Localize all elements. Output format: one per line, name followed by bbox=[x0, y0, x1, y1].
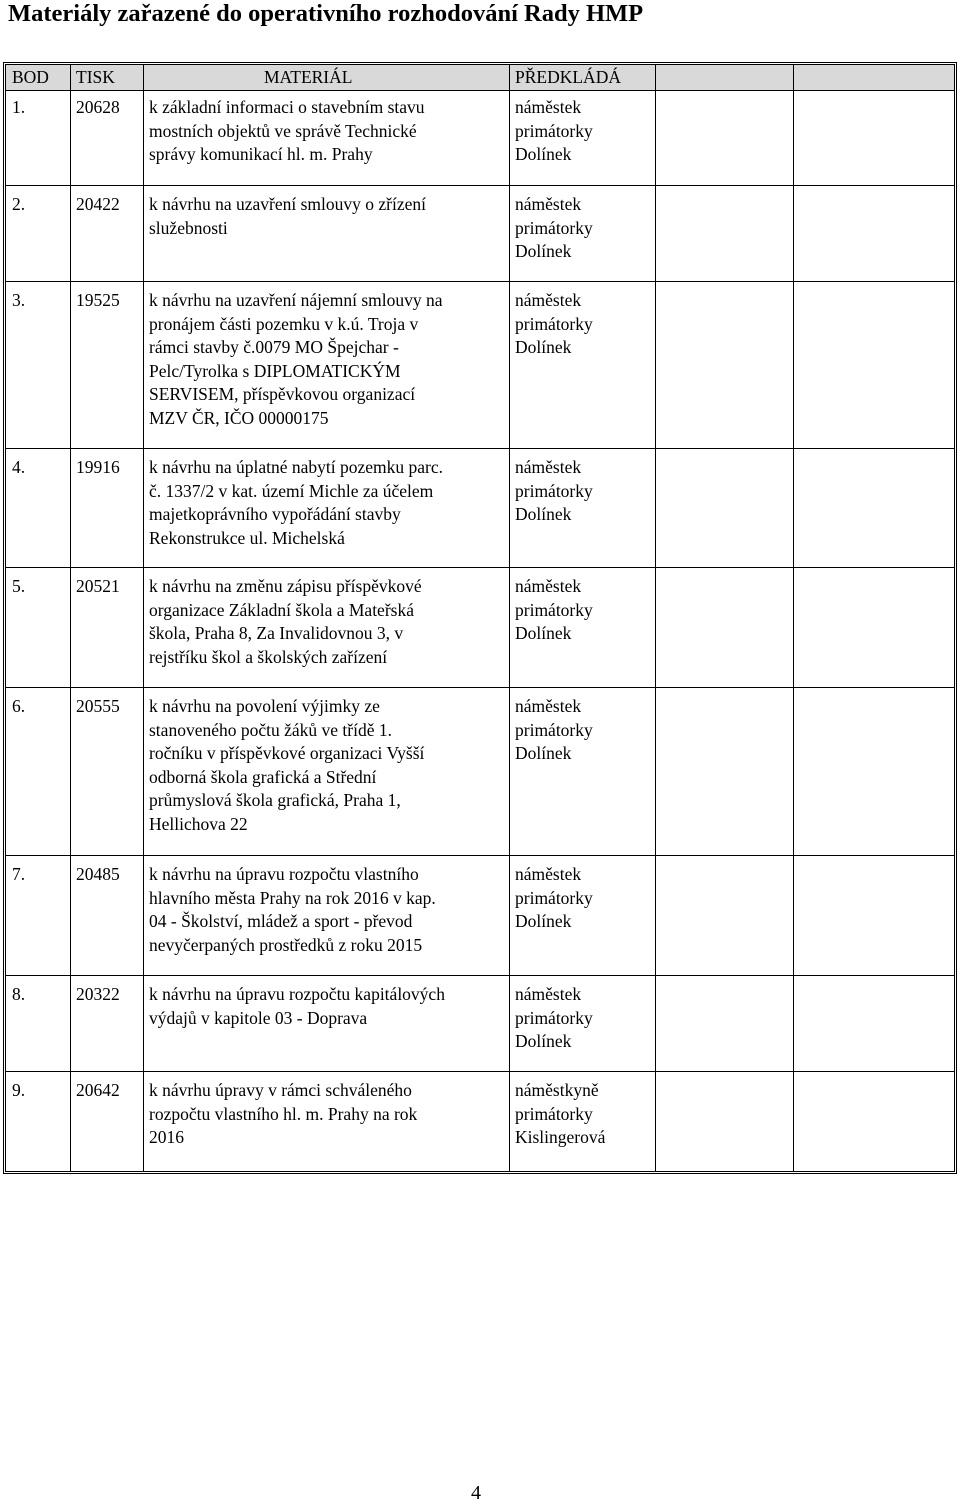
material-line: SERVISEM, příspěvkovou organizací bbox=[149, 384, 416, 405]
row-material bbox=[149, 863, 509, 957]
material-line: rámci stavby č.0079 MO Špejchar - bbox=[149, 337, 399, 358]
predklada-line: primátorky bbox=[515, 120, 593, 141]
row-bod: 2. bbox=[12, 194, 26, 214]
row-divider bbox=[6, 687, 954, 688]
material-line: 2016 bbox=[149, 1127, 184, 1148]
predklada-line: Dolínek bbox=[515, 337, 572, 358]
material-line: k návrhu na úpravu rozpočtu vlastního bbox=[149, 864, 419, 884]
predklada-line: náměstek bbox=[515, 457, 582, 477]
material-line: k návrhu na uzavření nájemní smlouvy na bbox=[149, 290, 443, 310]
row-bod: 6. bbox=[12, 696, 26, 716]
predklada-line: Dolínek bbox=[515, 623, 572, 644]
row-bod: 5. bbox=[12, 576, 26, 596]
row-bod: 3. bbox=[12, 290, 26, 310]
row-tisk: 20485 bbox=[76, 864, 120, 884]
row-divider bbox=[6, 1071, 954, 1072]
row-material bbox=[149, 575, 509, 669]
predklada-line: Dolínek bbox=[515, 144, 572, 165]
material-line: rozpočtu vlastního hl. m. Prahy na rok bbox=[149, 1103, 418, 1124]
row-tisk: 20628 bbox=[76, 97, 120, 117]
column-divider bbox=[509, 65, 510, 1171]
material-line: č. 1337/2 v kat. území Michle za účelem bbox=[149, 480, 434, 501]
predklada-line: náměstkyně bbox=[515, 1080, 599, 1100]
row-predklada bbox=[515, 96, 665, 167]
predklada-line: Dolínek bbox=[515, 241, 572, 262]
row-bod: 9. bbox=[12, 1080, 26, 1100]
column-divider bbox=[143, 65, 144, 1171]
row-tisk: 20555 bbox=[76, 696, 120, 716]
material-line: rejstříku škol a školských zařízení bbox=[149, 646, 388, 667]
row-tisk: 19525 bbox=[76, 290, 120, 310]
column-divider bbox=[793, 65, 794, 1171]
material-line: pronájem části pozemku v k.ú. Troja v bbox=[149, 313, 419, 334]
predklada-line: primátorky bbox=[515, 599, 593, 620]
row-tisk: 20521 bbox=[76, 576, 120, 596]
material-line: organizace Základní škola a Mateřská bbox=[149, 599, 414, 620]
row-divider bbox=[6, 448, 954, 449]
predklada-line: Kislingerová bbox=[515, 1127, 606, 1148]
row-material bbox=[149, 1079, 509, 1150]
row-bod: 8. bbox=[12, 984, 26, 1004]
predklada-line: náměstek bbox=[515, 696, 582, 716]
predklada-line: náměstek bbox=[515, 576, 582, 596]
predklada-line: primátorky bbox=[515, 887, 593, 908]
material-line: k návrhu na uzavření smlouvy o zřízení bbox=[149, 194, 426, 214]
material-line: 04 - Školství, mládež a sport - převod bbox=[149, 911, 413, 932]
material-line: k návrhu na úpravu rozpočtu kapitálových bbox=[149, 984, 445, 1004]
row-predklada bbox=[515, 983, 665, 1054]
material-line: odborná škola grafická a Střední bbox=[149, 766, 377, 787]
predklada-line: Dolínek bbox=[515, 911, 572, 932]
row-tisk: 20322 bbox=[76, 984, 120, 1004]
row-material bbox=[149, 695, 509, 837]
row-material bbox=[149, 96, 509, 167]
material-line: stanoveného počtu žáků ve třídě 1. bbox=[149, 719, 392, 740]
material-line: průmyslová škola grafická, Praha 1, bbox=[149, 790, 401, 811]
material-line: nevyčerpaných prostředků z roku 2015 bbox=[149, 934, 423, 955]
row-tisk: 20422 bbox=[76, 194, 120, 214]
predklada-line: primátorky bbox=[515, 313, 593, 334]
material-line: výdajů v kapitole 03 - Doprava bbox=[149, 1007, 368, 1028]
predklada-line: primátorky bbox=[515, 719, 593, 740]
row-divider bbox=[6, 567, 954, 568]
row-bod: 1. bbox=[12, 97, 26, 117]
row-bod: 4. bbox=[12, 457, 26, 477]
predklada-line: primátorky bbox=[515, 1007, 593, 1028]
row-divider bbox=[6, 90, 954, 91]
row-predklada bbox=[515, 289, 665, 360]
material-line: Hellichova 22 bbox=[149, 813, 248, 834]
material-line: k základní informaci o stavebním stavu bbox=[149, 97, 425, 117]
material-line: správy komunikací hl. m. Prahy bbox=[149, 144, 373, 165]
material-line: MZV ČR, IČO 00000175 bbox=[149, 407, 329, 428]
row-tisk: 19916 bbox=[76, 457, 120, 477]
page-title: Materiály zařazené do operativního rozhodování Rady HMP bbox=[8, 0, 644, 27]
predklada-line: Dolínek bbox=[515, 743, 572, 764]
predklada-line: Dolínek bbox=[515, 504, 572, 525]
material-line: Rekonstrukce ul. Michelská bbox=[149, 527, 345, 548]
row-predklada bbox=[515, 863, 665, 934]
predklada-line: náměstek bbox=[515, 97, 582, 117]
material-line: služebnosti bbox=[149, 217, 228, 238]
row-material bbox=[149, 983, 509, 1030]
row-predklada bbox=[515, 193, 665, 264]
row-bod: 7. bbox=[12, 864, 26, 884]
material-line: škola, Praha 8, Za Invalidovnou 3, v bbox=[149, 623, 404, 644]
predklada-line: primátorky bbox=[515, 1103, 593, 1124]
row-predklada bbox=[515, 1079, 665, 1150]
row-predklada bbox=[515, 456, 665, 527]
material-line: ročníku v příspěvkové organizaci Vyšší bbox=[149, 743, 425, 764]
row-divider bbox=[6, 855, 954, 856]
predklada-line: náměstek bbox=[515, 984, 582, 1004]
row-material bbox=[149, 289, 509, 431]
predklada-line: primátorky bbox=[515, 217, 593, 238]
row-predklada bbox=[515, 575, 665, 646]
row-divider bbox=[6, 185, 954, 186]
table-header bbox=[6, 65, 954, 90]
row-divider bbox=[6, 281, 954, 282]
predklada-line: náměstek bbox=[515, 864, 582, 884]
material-line: k návrhu na povolení výjimky ze bbox=[149, 696, 380, 716]
agenda-table bbox=[3, 62, 957, 1174]
material-line: k návrhu na změnu zápisu příspěvkové bbox=[149, 576, 422, 596]
row-material bbox=[149, 456, 509, 550]
column-divider bbox=[70, 65, 71, 1171]
material-line: hlavního města Prahy na rok 2016 v kap. bbox=[149, 887, 436, 908]
row-divider bbox=[6, 975, 954, 976]
predklada-line: náměstek bbox=[515, 194, 582, 214]
material-line: majetkoprávního vypořádání stavby bbox=[149, 504, 401, 525]
row-material bbox=[149, 193, 509, 240]
predklada-line: Dolínek bbox=[515, 1031, 572, 1052]
material-line: Pelc/Tyrolka s DIPLOMATICKÝM bbox=[149, 360, 401, 381]
material-line: k návrhu na úplatné nabytí pozemku parc. bbox=[149, 457, 443, 477]
header-predklada: PŘEDKLÁDÁ bbox=[515, 67, 621, 87]
material-line: mostních objektů ve správě Technické bbox=[149, 120, 417, 141]
header-tisk: TISK bbox=[76, 67, 115, 87]
material-line: k návrhu úpravy v rámci schváleného bbox=[149, 1080, 412, 1100]
header-bod: BOD bbox=[12, 67, 49, 87]
predklada-line: náměstek bbox=[515, 290, 582, 310]
predklada-line: primátorky bbox=[515, 480, 593, 501]
row-tisk: 20642 bbox=[76, 1080, 120, 1100]
row-predklada bbox=[515, 695, 665, 766]
header-material: MATERIÁL bbox=[264, 67, 353, 87]
page-number: 4 bbox=[471, 1482, 481, 1504]
